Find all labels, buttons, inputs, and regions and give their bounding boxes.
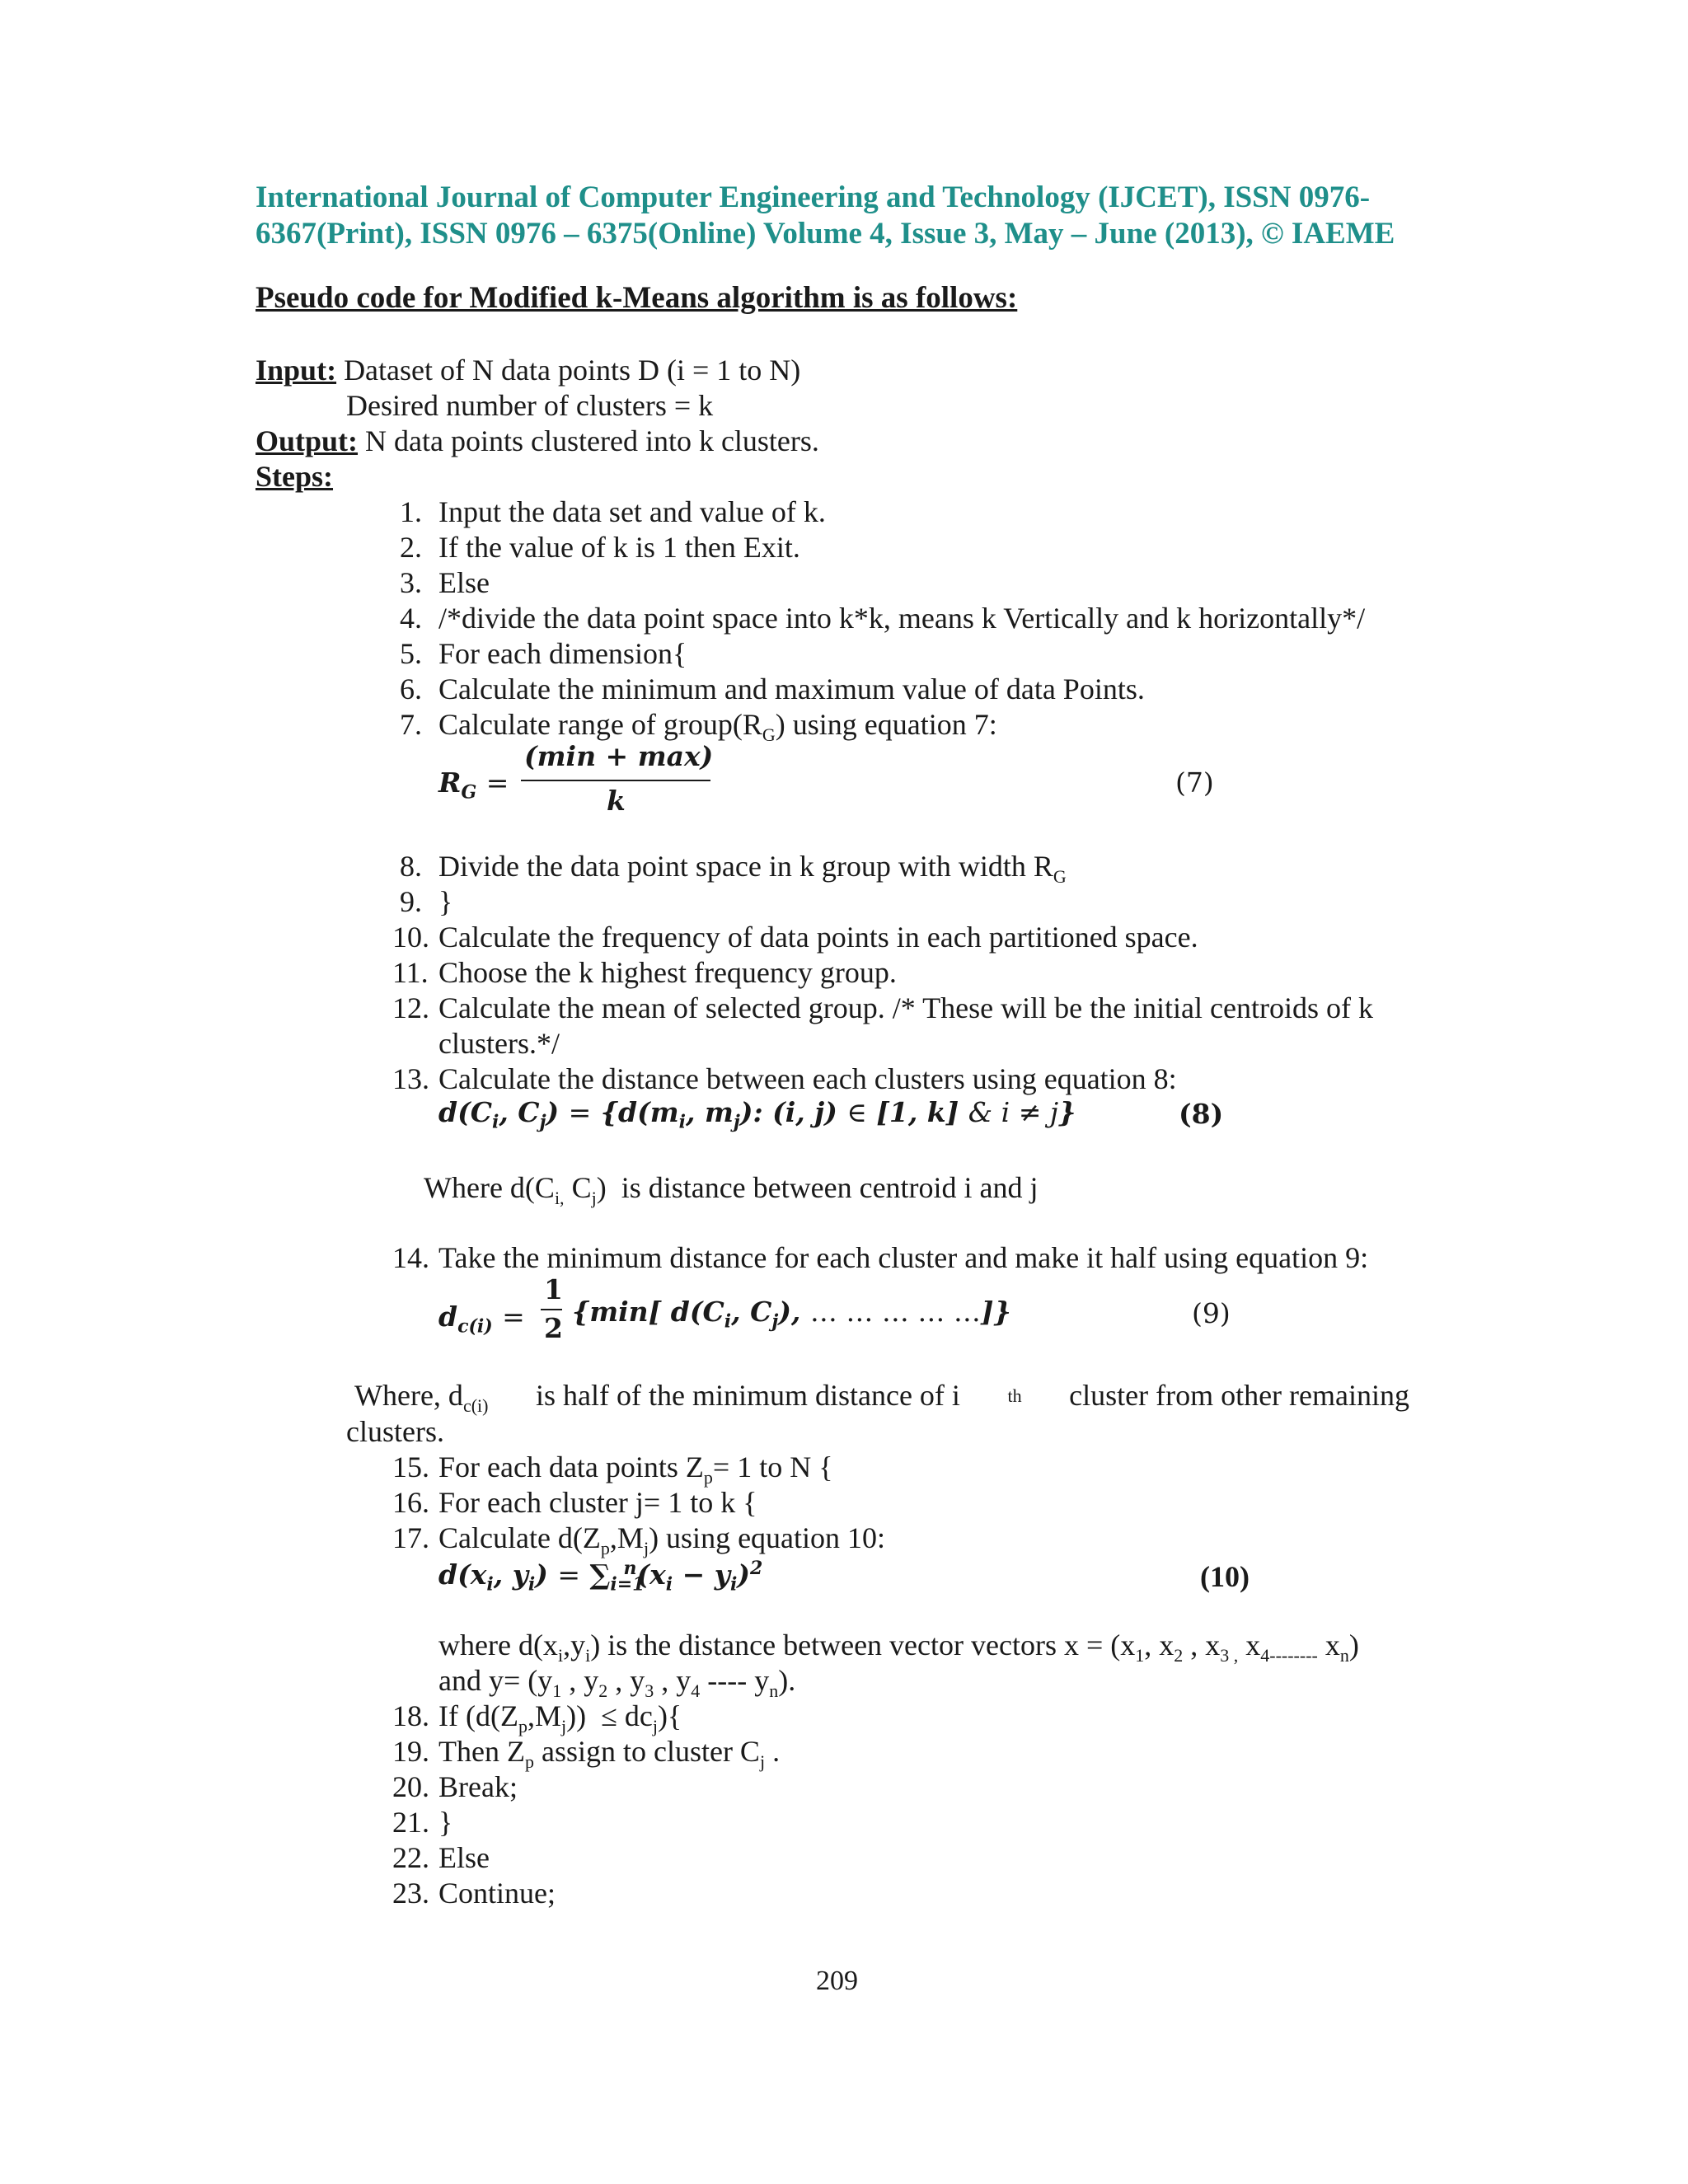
journal-header [256,180,1442,252]
page-number: 209 [816,1966,858,1996]
eq9-body: {min[ $d(C_i$, $C_j$), … … … … …]} [572,1296,1011,1333]
eq7-numerator: (min + max) [524,740,714,772]
eq7-denominator: k [607,785,626,817]
input-line [256,353,800,387]
eq8-body: $d(C_i$, $C_j) = \{d(m_i$, $m_j$): (i, j) ∈ [1, k] & i ≠ j} [438,1096,1076,1133]
where-eq10-line1: where $d(x_i,y_i)$ is the distance between vector vectors $x = (x_1$, $x_2$ , $x_{3 ,}$ $x_{4--------}$ $x_n$) [438,1629,1359,1666]
eq9-half-denominator: 2 [544,1312,563,1344]
where-eq9: Where, $d_{c(i)}$ is half of the minimum distance of i $^{th}$ cluster from other remaining [354,1379,1409,1417]
input-line-2: Desired number of clusters = k [346,389,714,422]
eq9-lhs: $d_{c(i)}$ = [438,1301,525,1338]
input-label: Input: [256,354,337,387]
output-line [256,424,819,458]
eq10-body: $d(x_i$, $y_i) = \sum_{i=1}^n(x_i - y_i)^2$ [438,1558,763,1596]
eq7-fraction-bar [521,780,710,781]
eq8-label: (8) [1179,1098,1224,1130]
eq7-label: (7) [1175,766,1214,799]
output-label: Output: [256,424,359,457]
section-heading: Pseudo code for Modified k-Means algorithm is as follows: [256,281,1018,315]
journal-header-line1: International Journal of Computer Engineering and Technology (IJCET), ISSN 0976- [256,180,1371,214]
input-text: Dataset of N data points D (i = 1 to N) [344,354,801,387]
where-eq8: Where $d(C_{i,}$ $C_j$) is distance between centroid i and j [424,1171,1039,1209]
where-eq9-line2: clusters. [346,1415,444,1448]
eq10-label: (10) [1200,1560,1250,1593]
steps-label: Steps: [256,460,334,493]
eq9-label: (9) [1192,1297,1231,1329]
journal-header-line2: 6367(Print), ISSN 0976 – 6375(Online) Volume 4, Issue 3, May – June (2013), © IAEME [256,217,1395,251]
eq9-fraction-bar [541,1309,562,1310]
where-eq10-line2: and $y= (y_1$ , $y_2$ , $y_3$ , $y_4$ ---- $y_n$). [438,1664,796,1702]
eq9-half-numerator: 1 [544,1273,563,1305]
output-text: N data points clustered into k clusters. [365,424,819,457]
eq7-lhs: $R_G$ = [438,766,509,804]
